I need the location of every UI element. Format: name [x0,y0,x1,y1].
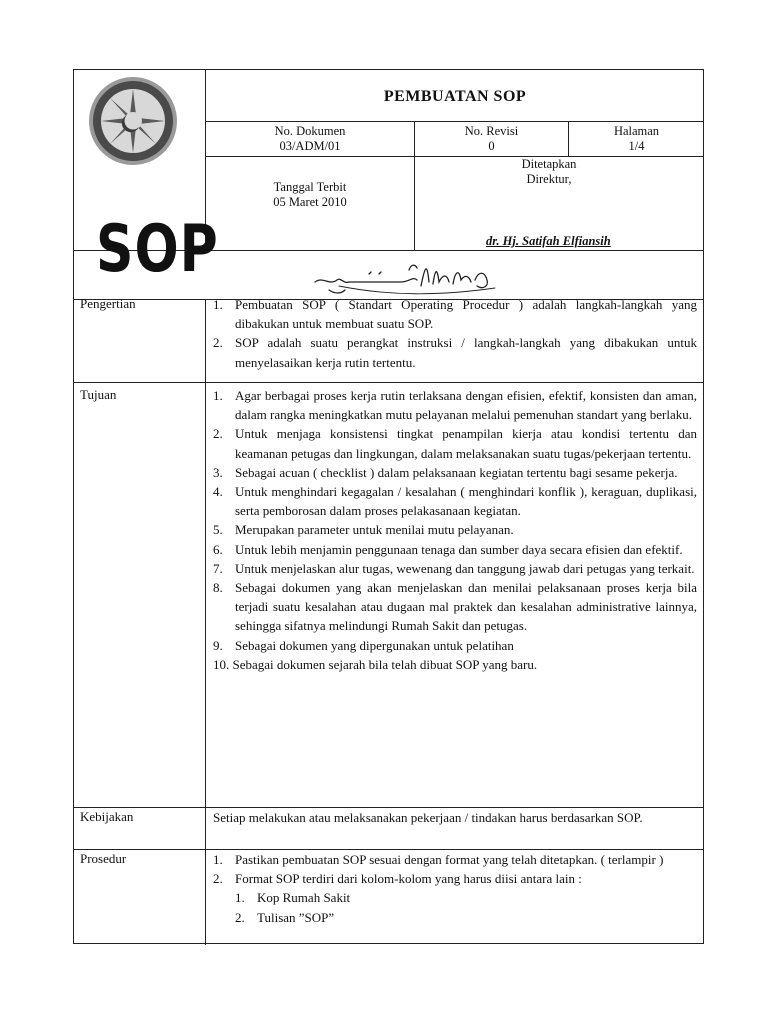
list-item: 4. Untuk menghindari kegagalan / kesalahan ( menghindari konflik ), keraguan, duplikasi, serta pemborosan dalam proses pelakasanaan kegiatan. [213,484,697,519]
kebijakan-text: Setiap melakukan atau melaksanakan pekerjaan / tindakan harus berdasarkan SOP. [213,810,643,825]
list-item: 7. Untuk menjelaskan alur tugas, wewenang dan tanggung jawab dari petugas yang terkait. [213,560,695,576]
prosedur-list [213,850,697,927]
revision-label: No. Revisi [464,124,519,138]
list-item: 6. Untuk lebih menjamin penggunaan tenaga dan sumber daya secara efisien dan efektif. [213,541,683,557]
hospital-logo [87,75,179,167]
page-title: PEMBUATAN SOP [383,88,527,105]
list-item: 1. Pembuatan SOP ( Standart Operating Procedur ) adalah langkah-langkah yang dibakukan untuk membuat suatu SOP. [213,297,697,332]
section-label-kebijakan: Kebijakan [80,809,134,824]
list-item: 8. Sebagai dokumen yang akan menjelaskan dan menilai pelaksanaan proses kerja bila terjadi suatu kesalahan atau dugaan mal praktek dan kesalahan administrative lainnya, sehingga sifatnya melindungi Rumah Sakit dan petugas. [213,580,697,634]
pengertian-list [213,295,697,372]
doc-number-cell [206,124,414,154]
page-cell [569,124,704,154]
approval-signer: dr. Hj. Satifah Elfiansih [486,234,611,248]
doc-number-label: No. Dokumen [274,124,346,138]
list-item: 2. Tulisan ”SOP” [235,909,335,925]
section-label-pengertian: Pengertian [80,296,136,311]
divider [205,121,704,122]
list-item: 5. Merupakan parameter untuk menilai mutu pelayanan. [213,522,514,538]
list-item: 2. Untuk menjaga konsistensi tingkat penampilan kierja atau kondisi tertentu dan keamanan petugas dan lingkungan, dalam melaksanakan suatu tugas/pekerjaan tertentu. [213,426,697,461]
list-item: 1. Kop Rumah Sakit [235,890,351,906]
list-item: 1. Agar berbagai proses kerja rutin terlaksana dengan efisien, efektif, konsisten dan aman, dalam rangka meningkatkan mutu pelayanan melalui pemenuhan standart yang berlaku. [213,388,697,423]
prosedur-sublist [235,888,697,926]
doc-number-value: 03/ADM/01 [279,139,341,153]
divider [74,382,704,383]
tujuan-list [213,386,697,674]
sop-document [73,69,704,944]
list-item: 3. Sebagai acuan ( checklist ) dalam pelaksanaan kegiatan tertentu bagi sesame pekerja. [213,464,678,480]
list-item: 1. Pastikan pembuatan SOP sesuai dengan format yang telah ditetapkan. ( terlampir ) [213,852,664,867]
list-item: 2. SOP adalah suatu perangkat instruksi / langkah-langkah yang dibakukan untuk menyelasaikan kerja rutin tertentu. [213,335,697,370]
revision-cell [415,124,568,154]
divider [205,156,704,157]
page-label: Halaman [613,124,660,138]
approval-role: Direktur, [526,172,572,186]
revision-value: 0 [488,139,495,153]
list-item: 10. Sebagai dokumen sejarah bila telah dibuat SOP yang baru. [213,656,538,672]
basmala-calligraphy [309,256,499,298]
list-item: 2. Format SOP terdiri dari kolom-kolom yang harus diisi antara lain : 1. Kop Rumah Sakit 2. Tulisan ”SOP” [213,869,697,927]
section-label-prosedur: Prosedur [80,851,127,866]
approval-block [489,157,609,187]
issue-date-cell [206,180,414,210]
page-value: 1/4 [628,139,645,153]
issue-date-value: 05 Maret 2010 [273,195,347,209]
section-label-tujuan: Tujuan [80,387,117,402]
sop-mark: SOP [96,212,219,287]
list-item: 9. Sebagai dokumen yang dipergunakan untuk pelatihan [213,637,514,653]
issue-date-label: Tanggal Terbit [273,180,347,194]
approval-label: Ditetapkan [521,157,577,171]
